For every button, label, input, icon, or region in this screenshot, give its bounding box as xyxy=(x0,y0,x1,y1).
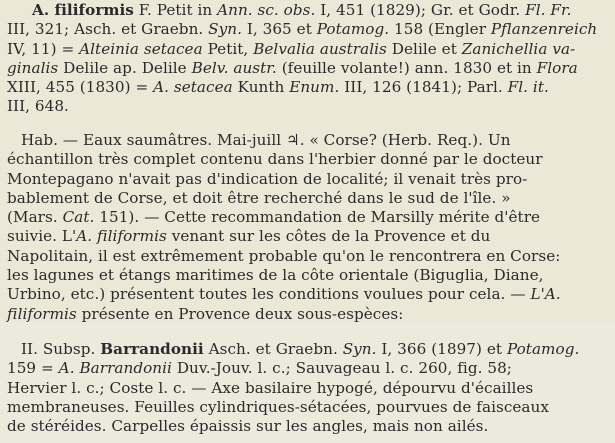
text-line: suivie. L'A. filiformis venant sur les côtes de la Provence et du xyxy=(7,227,491,246)
source-title: Ann. sc. obs. xyxy=(217,1,316,19)
synonym-name: Alteinia setacea xyxy=(79,39,203,58)
habitat-paragraph xyxy=(7,131,561,324)
text-line: II. Subsp. Barrandonii Asch. et Graebn. Syn. I, 366 (1897) et Potamog. xyxy=(21,340,580,358)
synonym-name: Zanichellia va- xyxy=(461,39,576,58)
text-line: ginalis Delile ap. Delile Belv. austr. (feuille volante!) ann. 1830 et in Flora xyxy=(7,58,578,77)
text-line: IV, 11) = Alteinia setacea Petit, Belvalia australis Delile et Zanichellia va- xyxy=(7,39,576,58)
text-line: de stéréides. Carpelles épaissis sur les angles, mais non ailés. xyxy=(7,417,489,436)
source-title: Fl. Fr. xyxy=(525,1,572,19)
text-line: échantillon très complet contenu dans l'herbier donné par le docteur xyxy=(7,150,543,169)
text-line: A. filiformis F. Petit in Ann. sc. obs. I, 451 (1829); Gr. et Godr. Fl. Fr. xyxy=(32,1,572,19)
synonymy-paragraph xyxy=(7,1,597,117)
text-line: XIII, 455 (1830) = A. setacea Kunth Enum. III, 126 (1841); Parl. Fl. it. xyxy=(7,78,549,97)
source-title: Pflanzenreich xyxy=(490,20,598,39)
text-line: filiformis présente en Provence deux sous-espèces: xyxy=(7,304,404,323)
text-line: III, 648. xyxy=(7,97,69,116)
synonym-name: L'A. xyxy=(530,285,561,304)
source-title: Enum. xyxy=(289,78,340,97)
source-title: Fl. it. xyxy=(507,78,549,97)
taxon-name: A. filiformis xyxy=(32,1,134,19)
source-title: Belv. austr. xyxy=(191,58,277,77)
synonym-name: A. setacea xyxy=(153,78,233,97)
source-title: Syn. xyxy=(208,20,242,39)
text-line: Montepagano n'avait pas d'indication de localité; il venait très pro- xyxy=(7,169,528,188)
synonym-name: filiformis xyxy=(7,304,77,323)
taxon-name: Barrandonii xyxy=(100,340,204,358)
subspecies-paragraph xyxy=(7,340,579,436)
source-title: Syn. xyxy=(342,340,377,358)
text-line: membraneuses. Feuilles cylindriques-sétacées, pourvues de faisceaux xyxy=(7,397,549,416)
text-line: III, 321; Asch. et Graebn. Syn. I, 365 et Potamog. 158 (Engler Pflanzenreich xyxy=(7,20,598,39)
text-line: 159 = A. Barrandonii Duv.-Jouv. l. c.; Sauvageau l. c. 260, fig. 58; xyxy=(7,359,512,378)
source-title: Potamog. xyxy=(316,20,390,39)
synonym-name: A. filiformis xyxy=(76,227,167,246)
source-title: Potamog. xyxy=(506,340,580,358)
text-line: les lagunes et étangs maritimes de la côte orientale (Biguglia, Diane, xyxy=(7,266,544,285)
text-line: Urbino, etc.) présentent toutes les conditions voulues pour cela. — L'A. xyxy=(7,285,561,304)
text-line: Hab. — Eaux saumâtres. Mai-juill ♃. « Corse? (Herb. Req.). Un xyxy=(21,131,511,149)
text-line: bablement de Corse, et doit être recherché dans le sud de l'île. » xyxy=(7,188,511,207)
text-line: Hervier l. c.; Coste l. c. — Axe basilaire hypogé, dépourvu d'écailles xyxy=(7,378,534,397)
synonym-name: ginalis xyxy=(7,58,59,77)
source-title: Flora xyxy=(536,58,578,77)
text-line: (Mars. Cat. 151). — Cette recommandation de Marsilly mérite d'être xyxy=(7,208,541,227)
text-line: Napolitain, il est extrêmement probable qu'on le rencontrera en Corse: xyxy=(7,246,561,265)
synonym-name: Belvalia australis xyxy=(253,39,387,58)
synonym-name: A. Barrandonii xyxy=(58,359,172,378)
source-title: Cat. xyxy=(62,208,95,227)
